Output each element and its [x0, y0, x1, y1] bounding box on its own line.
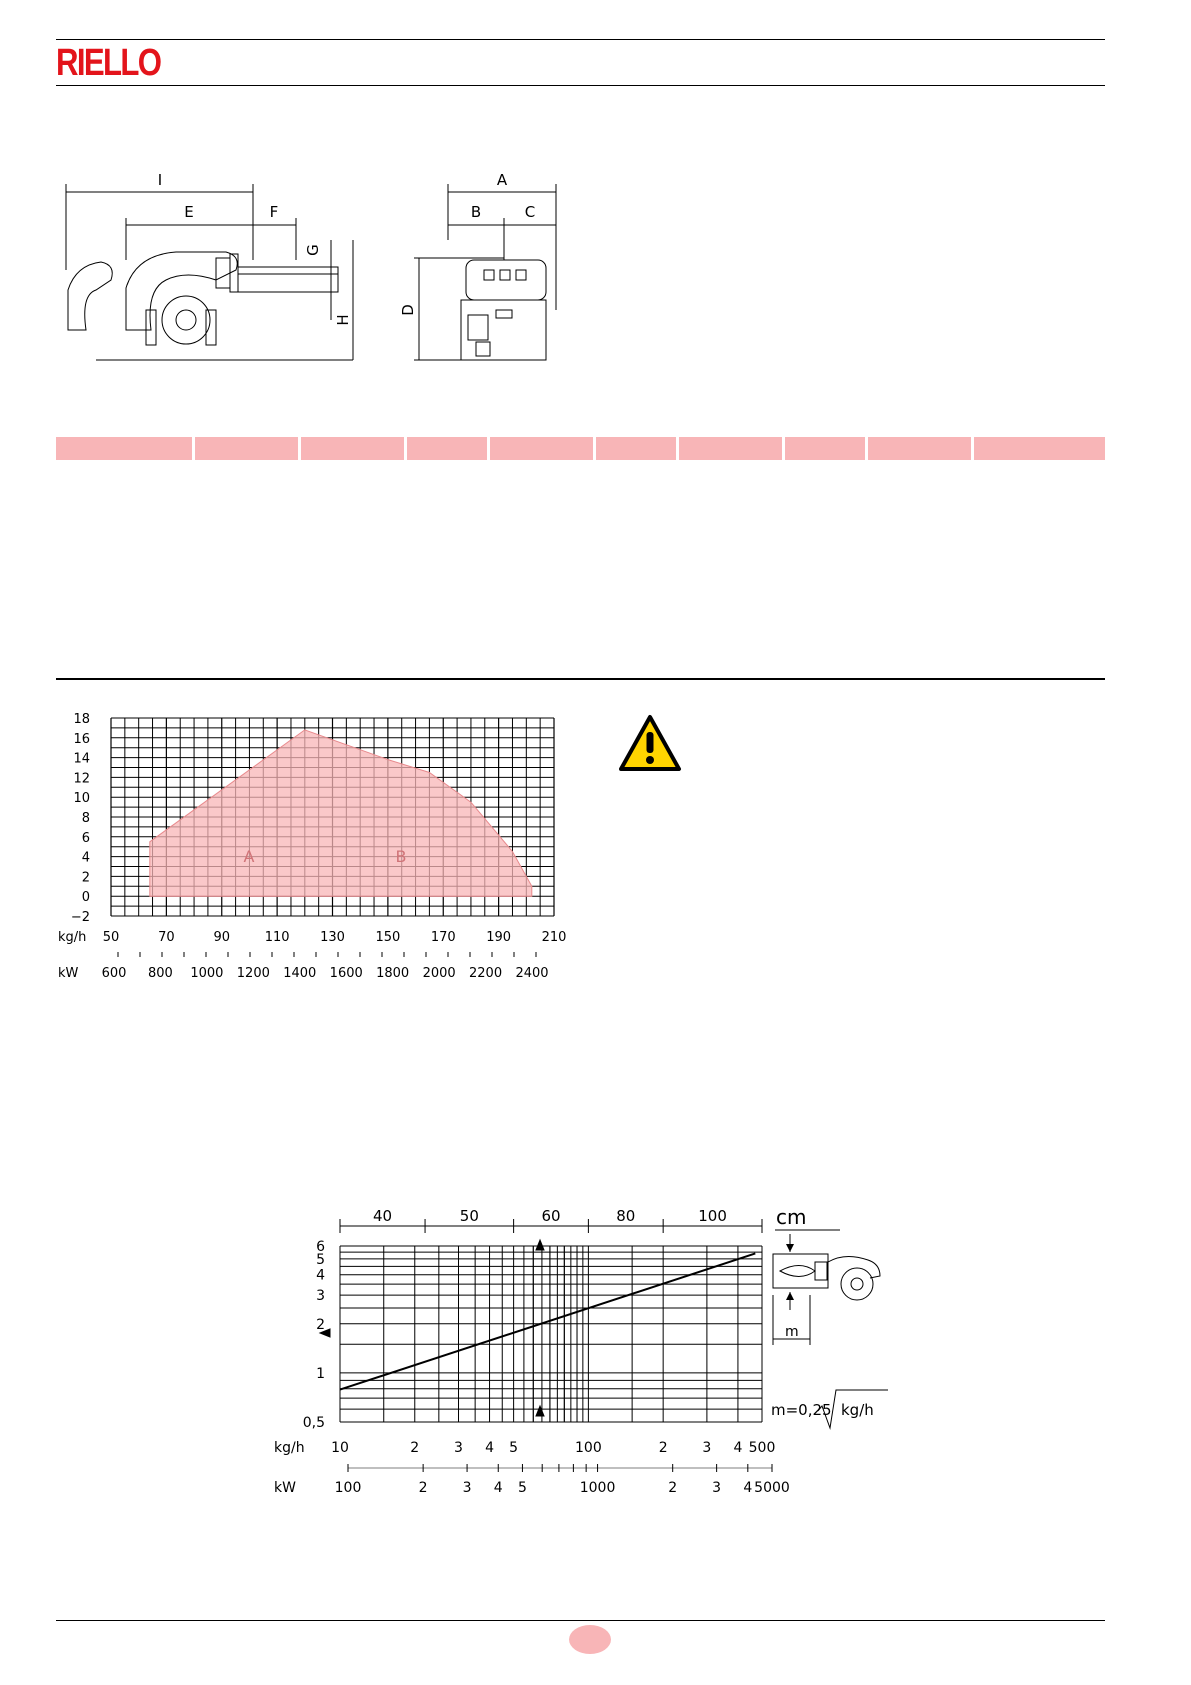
kw-tick-label: 1200	[236, 966, 270, 981]
y-tick-label: −2	[70, 910, 90, 925]
header-bottom-rule	[56, 85, 1105, 86]
x-tick-label: 170	[430, 930, 456, 945]
x-tick-label: 210	[541, 930, 567, 945]
y-tick-label: 2	[81, 870, 90, 886]
kw-tick-label: 5000	[754, 1480, 790, 1496]
arrow-up-top-icon	[536, 1240, 544, 1250]
x-tick-label: 4	[485, 1440, 495, 1456]
top-scale-label: 80	[616, 1207, 636, 1225]
top-scale-label: 60	[541, 1207, 561, 1225]
region-label-b: B	[395, 847, 407, 866]
dimension-drawing	[56, 170, 586, 370]
table-header-cell	[407, 437, 487, 460]
footer-rule	[56, 1620, 1105, 1621]
header-top-rule	[56, 39, 1105, 40]
kw-tick-label: 2000	[422, 966, 456, 981]
y-tick-label: 5	[316, 1251, 325, 1268]
dim-label-a: A	[496, 171, 508, 189]
y-tick-label: 12	[73, 771, 90, 787]
dim-label-h: H	[334, 314, 352, 326]
x-tick-label: 150	[375, 930, 401, 945]
x-axis-label-kgh: kg/h	[274, 1440, 305, 1456]
kw-tick-label: 2200	[469, 966, 503, 981]
y-tick-label: 2	[316, 1316, 325, 1333]
brand-logo: RIELLO	[56, 42, 161, 84]
firing-rate-chart	[56, 710, 576, 985]
chart-series-line	[340, 1253, 755, 1389]
y-tick-label: 16	[73, 731, 90, 747]
warning-triangle-icon	[618, 714, 682, 772]
inset-label-m: m	[785, 1324, 799, 1340]
kw-tick-label: 1400	[283, 966, 317, 981]
y-tick-label: 6	[81, 830, 90, 846]
x-tick-label: 4	[733, 1440, 743, 1456]
table-header-cell	[596, 437, 676, 460]
y-tick-label: 18	[73, 712, 90, 727]
dim-label-c: C	[524, 203, 536, 221]
top-scale-label: 40	[372, 1207, 393, 1225]
table-header-cell	[490, 437, 593, 460]
y-tick-label: 0	[81, 890, 90, 906]
table-header-cell	[195, 437, 298, 460]
dim-label-e: E	[184, 203, 194, 221]
table-header-cell	[56, 437, 192, 460]
table-header-cell	[301, 437, 404, 460]
table-header-cell	[785, 437, 865, 460]
table-header-cell	[868, 437, 971, 460]
kw-tick-label: 600	[101, 966, 127, 981]
top-scale-label: 50	[459, 1207, 479, 1225]
y-tick-label: 8	[81, 811, 90, 826]
arrow-up-bottom-icon	[536, 1406, 544, 1416]
x-tick-label: 3	[702, 1440, 712, 1456]
x-tick-label: 3	[454, 1440, 463, 1456]
x-tick-label: 500	[748, 1440, 776, 1456]
formula-text: m=0,25	[771, 1401, 832, 1419]
kw-tick-label: 4	[743, 1480, 753, 1496]
working-field-area	[150, 730, 532, 896]
kw-tick-label: 5	[517, 1480, 527, 1496]
x-axis-label-kgh: kg/h	[58, 930, 87, 945]
top-unit-cm: cm	[776, 1205, 807, 1229]
x-tick-label: 2	[410, 1440, 420, 1456]
secondary-axis-label-kw: kW	[58, 966, 79, 981]
top-scale-label: 100	[698, 1207, 727, 1225]
kw-tick-label: 2	[418, 1480, 428, 1496]
kw-tick-label: 1000	[579, 1480, 616, 1496]
kw-tick-label: 800	[148, 966, 173, 981]
kw-tick-label: 2	[668, 1480, 678, 1496]
x-tick-label: 110	[264, 930, 290, 945]
y-tick-label: 6	[316, 1239, 325, 1255]
section-rule	[56, 678, 1105, 680]
inset-arrow-down-icon	[786, 1244, 794, 1252]
inset-arrow-up-icon	[786, 1292, 794, 1300]
kw-tick-label: 1800	[376, 966, 410, 981]
secondary-axis-label-kw: kW	[274, 1480, 296, 1496]
x-tick-label: 10	[331, 1440, 349, 1456]
kw-tick-label: 4	[493, 1480, 503, 1496]
dim-label-d: D	[399, 304, 417, 316]
table-header-row	[56, 437, 1105, 460]
page-number-badge	[569, 1625, 611, 1654]
table-header-cell	[679, 437, 782, 460]
y-tick-label: 4	[316, 1267, 325, 1284]
x-tick-label: 190	[486, 930, 512, 945]
y-tick-label: 4	[81, 850, 90, 866]
kw-tick-label: 2400	[515, 966, 549, 981]
kw-tick-label: 100	[334, 1480, 362, 1496]
y-tick-label: 3	[316, 1288, 325, 1305]
y-tick-label: 10	[73, 791, 90, 807]
x-tick-label: 5	[509, 1440, 519, 1456]
table-header-cell	[974, 437, 1105, 460]
formula-unit: kg/h	[841, 1401, 874, 1419]
x-tick-label: 70	[158, 930, 175, 945]
dim-label-f: F	[269, 203, 279, 221]
kw-tick-label: 3	[462, 1480, 472, 1496]
dim-label-i: I	[157, 171, 163, 189]
y-tick-label: 14	[73, 751, 90, 767]
kw-tick-label: 3	[712, 1480, 722, 1496]
combustion-head-chart	[270, 1200, 890, 1500]
region-label-a: A	[243, 847, 255, 866]
x-tick-label: 2	[658, 1440, 668, 1456]
y-tick-label: 1	[316, 1365, 325, 1382]
dim-label-b: B	[470, 203, 482, 221]
kw-tick-label: 1000	[190, 966, 224, 981]
x-tick-label: 130	[320, 930, 345, 945]
x-tick-label: 100	[575, 1440, 602, 1456]
x-tick-label: 90	[213, 930, 231, 945]
x-tick-label: 50	[102, 930, 120, 945]
dim-label-g: G	[304, 244, 322, 256]
y-tick-label: 0,5	[302, 1415, 325, 1431]
kw-tick-label: 1600	[329, 966, 363, 981]
